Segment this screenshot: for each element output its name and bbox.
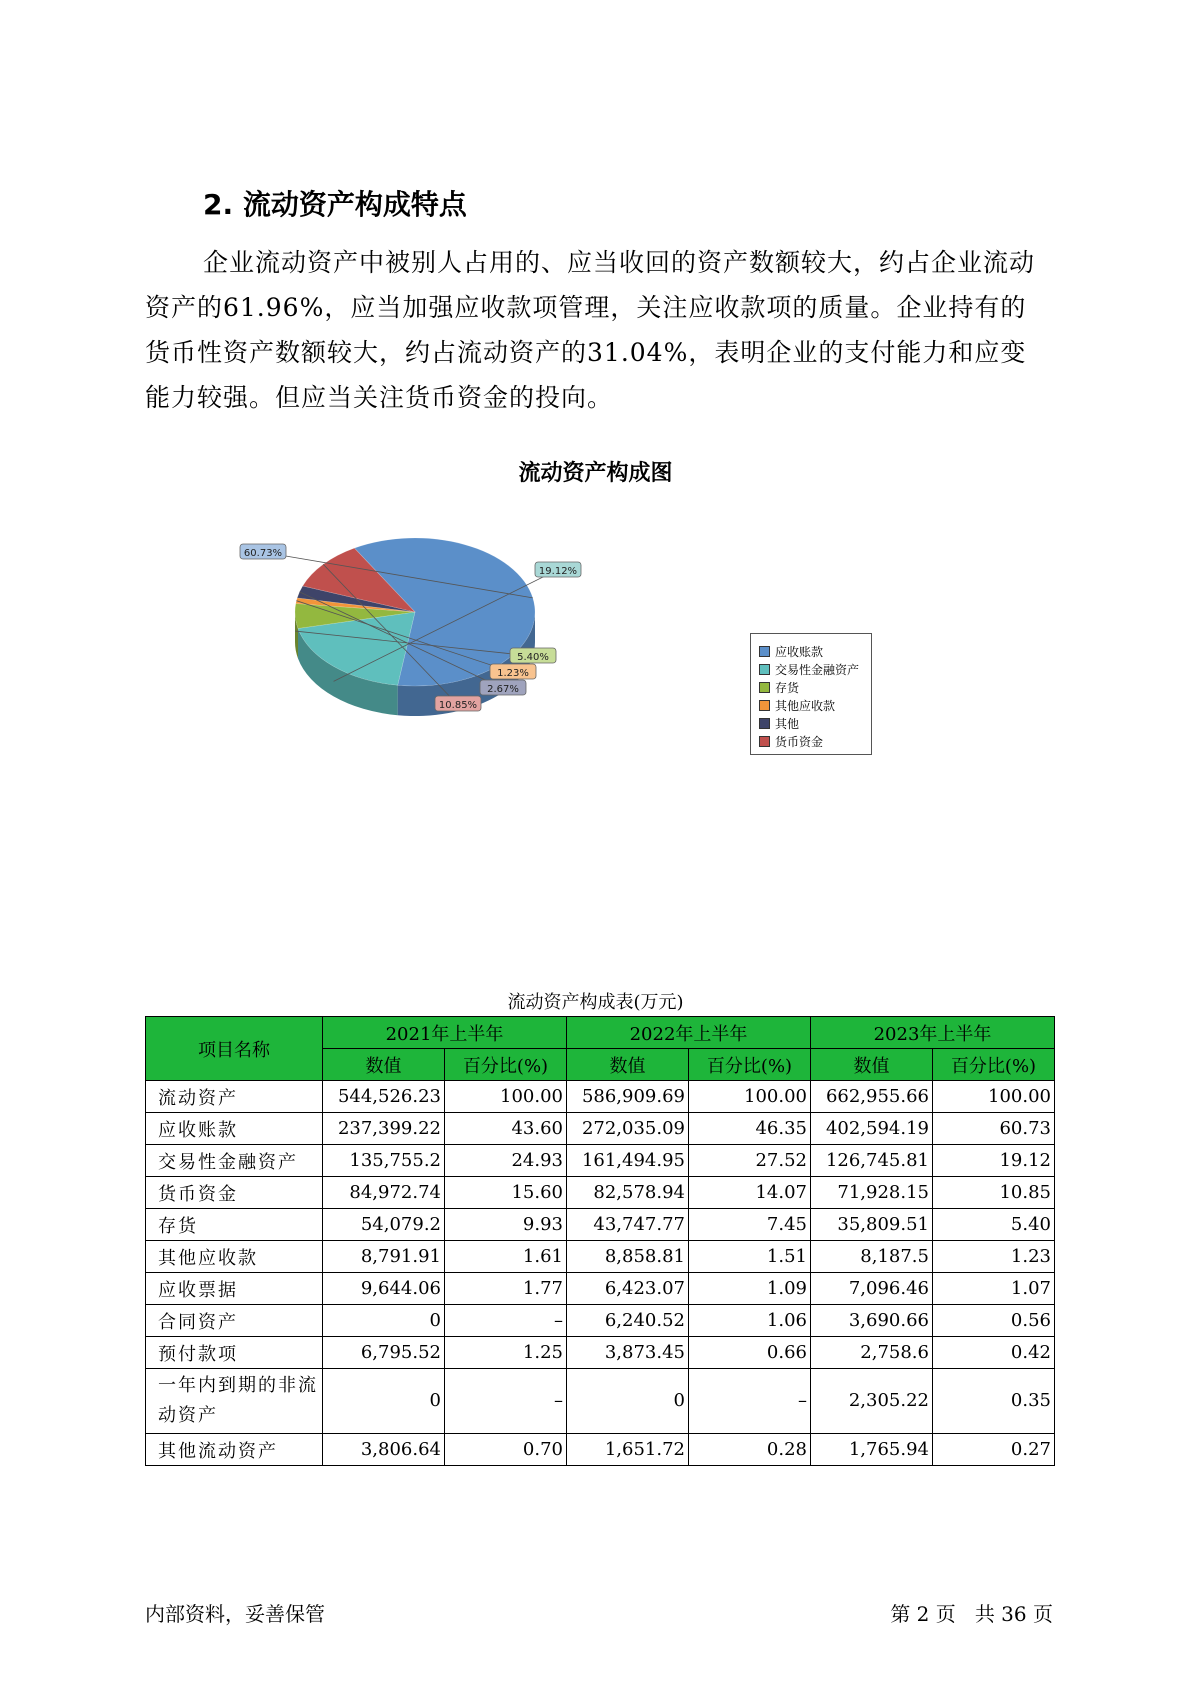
cell-percent: – xyxy=(445,1305,567,1337)
cell-percent: – xyxy=(445,1369,567,1434)
row-name: 交易性金融资产 xyxy=(146,1145,323,1177)
legend-label: 其他 xyxy=(775,716,800,731)
cell-value: 35,809.51 xyxy=(811,1209,933,1241)
cell-percent: 24.93 xyxy=(445,1145,567,1177)
cell-percent: 1.77 xyxy=(445,1273,567,1305)
cell-percent: 1.25 xyxy=(445,1337,567,1369)
legend-swatch xyxy=(759,736,770,747)
cell-percent: 0.56 xyxy=(933,1305,1055,1337)
cell-percent: 10.85 xyxy=(933,1177,1055,1209)
data-label: 2.67% xyxy=(487,684,519,695)
table-row xyxy=(146,1434,1055,1466)
cell-percent: 19.12 xyxy=(933,1145,1055,1177)
cell-value: 82,578.94 xyxy=(567,1177,689,1209)
cell-value: 237,399.22 xyxy=(323,1113,445,1145)
cell-value: 54,079.2 xyxy=(323,1209,445,1241)
table-row xyxy=(146,1369,1055,1434)
cell-percent: 7.45 xyxy=(689,1209,811,1241)
cell-value: 8,187.5 xyxy=(811,1241,933,1273)
cell-value: 3,873.45 xyxy=(567,1337,689,1369)
table-row xyxy=(146,1145,1055,1177)
header-value: 数值 xyxy=(567,1049,689,1081)
cell-value: 6,795.52 xyxy=(323,1337,445,1369)
cell-value: 0 xyxy=(567,1369,689,1434)
cell-value: 662,955.66 xyxy=(811,1081,933,1113)
row-name: 一年内到期的非流动资产 xyxy=(146,1369,323,1434)
chart-legend xyxy=(750,633,872,755)
cell-value: 6,240.52 xyxy=(567,1305,689,1337)
data-label: 10.85% xyxy=(438,700,478,711)
cell-percent: 9.93 xyxy=(445,1209,567,1241)
legend-swatch xyxy=(759,682,770,693)
legend-swatch xyxy=(759,718,770,729)
table-row xyxy=(146,1337,1055,1369)
header-percent: 百分比(%) xyxy=(933,1049,1055,1081)
cell-value: 0 xyxy=(323,1369,445,1434)
legend-label: 货币资金 xyxy=(775,734,824,749)
cell-percent: 1.07 xyxy=(933,1273,1055,1305)
table-row xyxy=(146,1273,1055,1305)
cell-percent: 100.00 xyxy=(689,1081,811,1113)
table-row xyxy=(146,1209,1055,1241)
legend-swatch xyxy=(759,700,770,711)
cell-percent: 46.35 xyxy=(689,1113,811,1145)
cell-value: 2,305.22 xyxy=(811,1369,933,1434)
cell-percent: 14.07 xyxy=(689,1177,811,1209)
cell-value: 2,758.6 xyxy=(811,1337,933,1369)
analysis-paragraph: 企业流动资产中被别人占用的、应当收回的资产数额较大，约占企业流动资产的61.96%，应当加强应收款项管理，关注应收款项的质量。企业持有的货币性资产数额较大，约占流动资产的31.04%，表明企业的支付能力和应变能力较强。但应当关注货币资金的投向。 xyxy=(145,248,1036,412)
cell-percent: 1.61 xyxy=(445,1241,567,1273)
cell-percent: 1.06 xyxy=(689,1305,811,1337)
cell-value: 126,745.81 xyxy=(811,1145,933,1177)
header-percent: 百分比(%) xyxy=(689,1049,811,1081)
cell-percent: 0.42 xyxy=(933,1337,1055,1369)
cell-percent: 0.35 xyxy=(933,1369,1055,1434)
legend-item xyxy=(759,642,871,660)
row-name: 流动资产 xyxy=(146,1081,323,1113)
table-caption: 流动资产构成表(万元) xyxy=(507,992,684,1013)
cell-percent: 0.28 xyxy=(689,1434,811,1466)
row-name: 应收账款 xyxy=(146,1113,323,1145)
pie-chart xyxy=(230,530,590,730)
cell-value: 402,594.19 xyxy=(811,1113,933,1145)
cell-percent: 5.40 xyxy=(933,1209,1055,1241)
header-period: 2023年上半年 xyxy=(811,1017,1055,1049)
legend-item xyxy=(759,732,871,750)
table-row xyxy=(146,1177,1055,1209)
legend-swatch xyxy=(759,664,770,675)
legend-swatch xyxy=(759,646,770,657)
cell-percent: 60.73 xyxy=(933,1113,1055,1145)
data-label: 19.12% xyxy=(538,566,578,577)
row-name: 预付款项 xyxy=(146,1337,323,1369)
cell-value: 0 xyxy=(323,1305,445,1337)
header-period: 2021年上半年 xyxy=(323,1017,567,1049)
cell-value: 161,494.95 xyxy=(567,1145,689,1177)
legend-item xyxy=(759,714,871,732)
cell-percent: 0.66 xyxy=(689,1337,811,1369)
table-row xyxy=(146,1241,1055,1273)
cell-value: 9,644.06 xyxy=(323,1273,445,1305)
cell-value: 272,035.09 xyxy=(567,1113,689,1145)
cell-value: 7,096.46 xyxy=(811,1273,933,1305)
data-label: 1.23% xyxy=(497,668,529,679)
cell-value: 8,791.91 xyxy=(323,1241,445,1273)
cell-percent: 100.00 xyxy=(933,1081,1055,1113)
cell-percent: 15.60 xyxy=(445,1177,567,1209)
header-period: 2022年上半年 xyxy=(567,1017,811,1049)
header-value: 数值 xyxy=(811,1049,933,1081)
data-label: 5.40% xyxy=(517,652,549,663)
cell-value: 586,909.69 xyxy=(567,1081,689,1113)
cell-value: 71,928.15 xyxy=(811,1177,933,1209)
page-number: 第 2 页 共 36 页 xyxy=(890,1602,1053,1626)
table-row xyxy=(146,1113,1055,1145)
legend-item xyxy=(759,678,871,696)
table-row xyxy=(146,1081,1055,1113)
cell-value: 6,423.07 xyxy=(567,1273,689,1305)
row-name: 其他应收款 xyxy=(146,1241,323,1273)
cell-percent: 100.00 xyxy=(445,1081,567,1113)
cell-percent: 1.23 xyxy=(933,1241,1055,1273)
cell-value: 8,858.81 xyxy=(567,1241,689,1273)
cell-percent: 1.09 xyxy=(689,1273,811,1305)
legend-label: 存货 xyxy=(775,680,800,695)
legend-item xyxy=(759,696,871,714)
legend-label: 交易性金融资产 xyxy=(775,662,860,677)
legend-item xyxy=(759,660,871,678)
header-item-name: 项目名称 xyxy=(146,1017,323,1081)
data-label: 60.73% xyxy=(243,548,283,559)
cell-value: 43,747.77 xyxy=(567,1209,689,1241)
row-name: 合同资产 xyxy=(146,1305,323,1337)
header-value: 数值 xyxy=(323,1049,445,1081)
cell-value: 1,651.72 xyxy=(567,1434,689,1466)
current-assets-table xyxy=(145,1016,1055,1466)
legend-label: 其他应收款 xyxy=(775,698,836,713)
cell-percent: 27.52 xyxy=(689,1145,811,1177)
cell-value: 1,765.94 xyxy=(811,1434,933,1466)
cell-value: 544,526.23 xyxy=(323,1081,445,1113)
header-percent: 百分比(%) xyxy=(445,1049,567,1081)
section-heading: 2. 流动资产构成特点 xyxy=(203,188,467,221)
cell-percent: 0.70 xyxy=(445,1434,567,1466)
cell-percent: 43.60 xyxy=(445,1113,567,1145)
cell-percent: – xyxy=(689,1369,811,1434)
legend-label: 应收账款 xyxy=(775,644,824,659)
cell-value: 135,755.2 xyxy=(323,1145,445,1177)
cell-value: 84,972.74 xyxy=(323,1177,445,1209)
row-name: 存货 xyxy=(146,1209,323,1241)
footer-confidential: 内部资料，妥善保管 xyxy=(145,1602,325,1626)
cell-percent: 1.51 xyxy=(689,1241,811,1273)
chart-title: 流动资产构成图 xyxy=(518,461,673,486)
row-name: 应收票据 xyxy=(146,1273,323,1305)
cell-value: 3,690.66 xyxy=(811,1305,933,1337)
table-row xyxy=(146,1305,1055,1337)
row-name: 货币资金 xyxy=(146,1177,323,1209)
row-name: 其他流动资产 xyxy=(146,1434,323,1466)
cell-percent: 0.27 xyxy=(933,1434,1055,1466)
cell-value: 3,806.64 xyxy=(323,1434,445,1466)
